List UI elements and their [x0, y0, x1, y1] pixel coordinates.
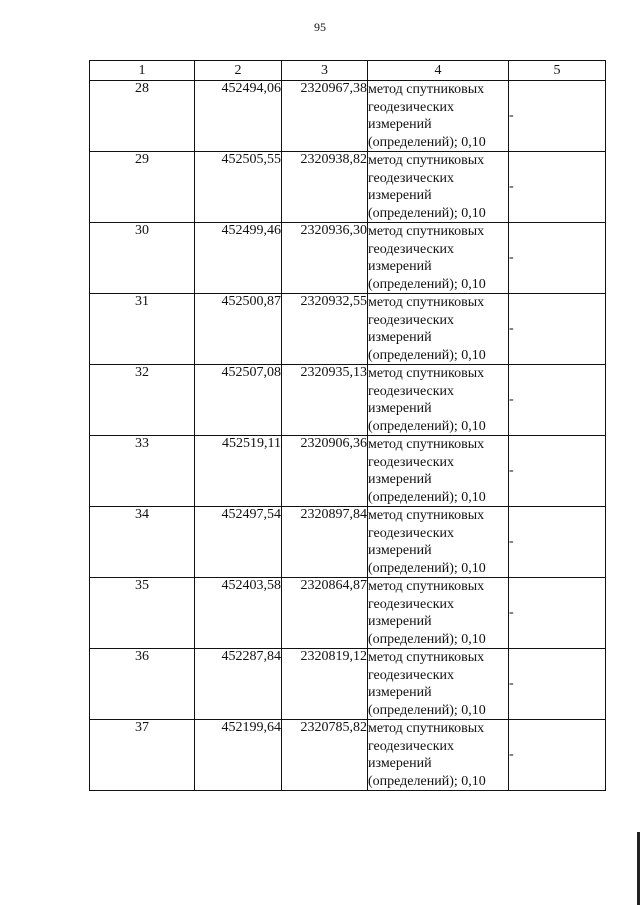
table-row — [90, 507, 606, 578]
x-coordinate-cell: 452505,55 — [195, 152, 282, 223]
method-cell — [368, 223, 509, 294]
point-number-cell: 36 — [90, 649, 195, 720]
note-cell: - — [509, 223, 606, 294]
method-cell — [368, 720, 509, 791]
method-line: геодезических — [368, 383, 455, 399]
table-body — [90, 81, 606, 791]
y-coordinate-cell: 2320932,55 — [282, 294, 368, 365]
method-line: метод спутниковых — [368, 82, 485, 97]
point-number-cell: 29 — [90, 152, 195, 223]
table-header-row — [90, 61, 606, 81]
method-line: измерений — [368, 685, 432, 700]
note-cell: - — [509, 720, 606, 791]
y-coordinate-cell: 2320819,12 — [282, 649, 368, 720]
method-cell — [368, 507, 509, 578]
x-coordinate-cell: 452497,54 — [195, 507, 282, 578]
method-line: метод спутниковых — [368, 579, 485, 594]
method-line: геодезических — [368, 170, 455, 186]
method-line: (определений); 0,10 — [368, 134, 486, 150]
point-number-cell: 28 — [90, 81, 195, 152]
method-line: метод спутниковых — [368, 366, 485, 381]
x-coordinate-cell: 452500,87 — [195, 294, 282, 365]
method-line: (определений); 0,10 — [368, 205, 486, 221]
method-line: метод спутниковых — [368, 295, 485, 310]
method-line: (определений); 0,10 — [368, 702, 486, 718]
table-row — [90, 436, 606, 507]
table-row — [90, 152, 606, 223]
method-line: (определений); 0,10 — [368, 773, 486, 789]
table-row — [90, 649, 606, 720]
y-coordinate-cell: 2320785,82 — [282, 720, 368, 791]
column-header-1: 1 — [90, 61, 195, 81]
y-coordinate-cell: 2320864,87 — [282, 578, 368, 649]
method-cell — [368, 436, 509, 507]
y-coordinate-cell: 2320935,13 — [282, 365, 368, 436]
x-coordinate-cell: 452519,11 — [195, 436, 282, 507]
page-number: 95 — [314, 20, 326, 34]
y-coordinate-cell: 2320936,30 — [282, 223, 368, 294]
coordinates-table — [89, 60, 606, 791]
table-row — [90, 81, 606, 152]
method-line: (определений); 0,10 — [368, 560, 486, 576]
note-cell: - — [509, 507, 606, 578]
point-number-cell: 31 — [90, 294, 195, 365]
column-header-2: 2 — [195, 61, 282, 81]
note-cell: - — [509, 649, 606, 720]
method-line: измерений — [368, 259, 432, 274]
method-line: геодезических — [368, 454, 455, 470]
method-line: геодезических — [368, 667, 455, 683]
method-line: метод спутниковых — [368, 224, 485, 239]
point-number-cell: 37 — [90, 720, 195, 791]
method-line: геодезических — [368, 738, 455, 754]
point-number-cell: 34 — [90, 507, 195, 578]
column-header-4: 4 — [368, 61, 509, 81]
method-line: (определений); 0,10 — [368, 631, 486, 647]
method-line: геодезических — [368, 525, 455, 541]
table-row — [90, 578, 606, 649]
method-cell — [368, 578, 509, 649]
x-coordinate-cell: 452199,64 — [195, 720, 282, 791]
point-number-cell: 35 — [90, 578, 195, 649]
method-line: измерений — [368, 614, 432, 629]
method-line: измерений — [368, 330, 432, 345]
y-coordinate-cell: 2320938,82 — [282, 152, 368, 223]
table-row — [90, 365, 606, 436]
table-row — [90, 294, 606, 365]
table-row — [90, 223, 606, 294]
method-cell — [368, 365, 509, 436]
point-number-cell: 33 — [90, 436, 195, 507]
column-header-3: 3 — [282, 61, 368, 81]
point-number-cell: 32 — [90, 365, 195, 436]
note-cell: - — [509, 152, 606, 223]
method-line: измерений — [368, 401, 432, 416]
method-cell — [368, 81, 509, 152]
method-line: измерений — [368, 188, 432, 203]
note-cell: - — [509, 294, 606, 365]
y-coordinate-cell: 2320897,84 — [282, 507, 368, 578]
note-cell: - — [509, 436, 606, 507]
method-line: (определений); 0,10 — [368, 347, 486, 363]
method-line: геодезических — [368, 99, 455, 115]
method-line: метод спутниковых — [368, 650, 485, 665]
method-cell — [368, 294, 509, 365]
method-line: измерений — [368, 756, 432, 771]
y-coordinate-cell: 2320967,38 — [282, 81, 368, 152]
column-header-5: 5 — [509, 61, 606, 81]
method-line: измерений — [368, 117, 432, 132]
method-line: измерений — [368, 543, 432, 558]
method-line: метод спутниковых — [368, 508, 485, 523]
method-line: (определений); 0,10 — [368, 418, 486, 434]
method-line: геодезических — [368, 596, 455, 612]
method-cell — [368, 649, 509, 720]
method-line: метод спутниковых — [368, 437, 485, 452]
x-coordinate-cell: 452403,58 — [195, 578, 282, 649]
method-line: метод спутниковых — [368, 153, 485, 168]
table-row — [90, 720, 606, 791]
method-line: измерений — [368, 472, 432, 487]
method-line: (определений); 0,10 — [368, 489, 486, 505]
note-cell: - — [509, 81, 606, 152]
method-line: (определений); 0,10 — [368, 276, 486, 292]
y-coordinate-cell: 2320906,36 — [282, 436, 368, 507]
method-cell — [368, 152, 509, 223]
x-coordinate-cell: 452507,08 — [195, 365, 282, 436]
method-line: геодезических — [368, 312, 455, 328]
x-coordinate-cell: 452499,46 — [195, 223, 282, 294]
x-coordinate-cell: 452287,84 — [195, 649, 282, 720]
method-line: метод спутниковых — [368, 721, 485, 736]
note-cell: - — [509, 578, 606, 649]
method-line: геодезических — [368, 241, 455, 257]
note-cell: - — [509, 365, 606, 436]
point-number-cell: 30 — [90, 223, 195, 294]
x-coordinate-cell: 452494,06 — [195, 81, 282, 152]
